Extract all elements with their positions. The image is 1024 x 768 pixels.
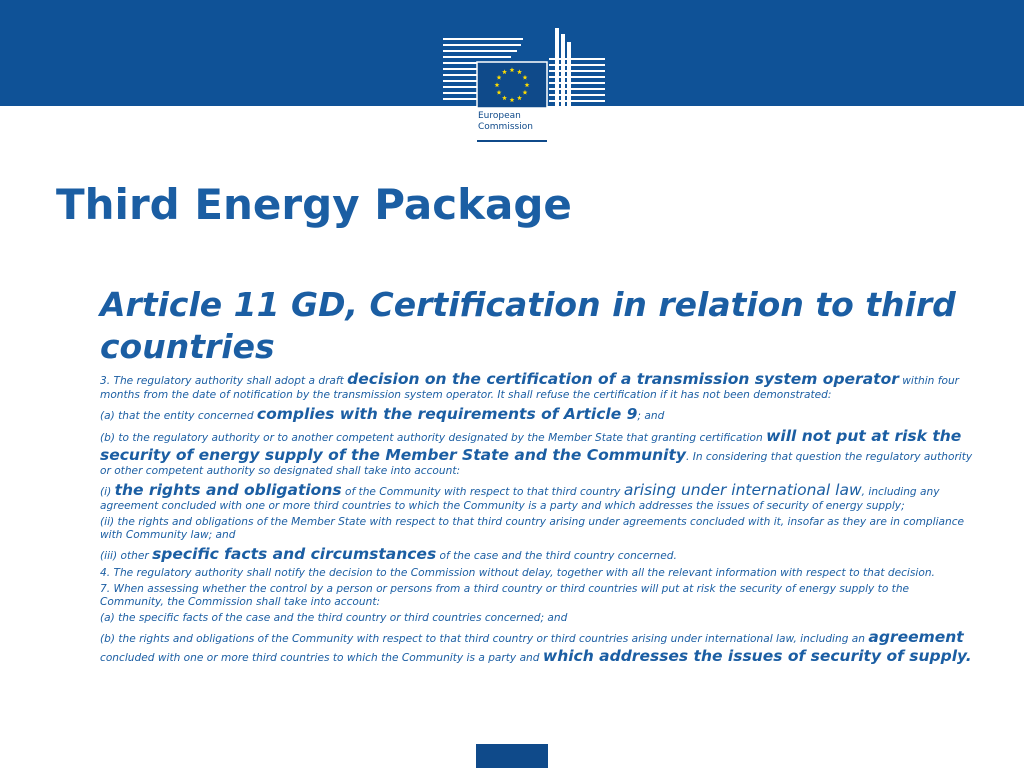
body-text: (i) bbox=[100, 486, 115, 498]
emphasis-text: arising under international law bbox=[623, 481, 862, 499]
body-text: , including any agreement concluded with one or more third countries to which the Community is a party and which addresses the issues of security of energy supply; bbox=[100, 486, 940, 512]
paragraph bbox=[100, 545, 975, 564]
paragraph bbox=[100, 628, 975, 666]
body-text: (a) that the entity concerned bbox=[100, 410, 257, 422]
body-text: (b) the rights and obligations of the Community with respect to that third country or third countries arising under international law, including an bbox=[100, 633, 869, 645]
body-text: of the case and the third country concerned. bbox=[436, 550, 677, 562]
highlight-text: decision on the certification of a transmission system operator bbox=[347, 370, 899, 388]
body-text: 3. The regulatory authority shall adopt a draft bbox=[100, 375, 348, 387]
body-text: (ii) the rights and obligations of the Member State with respect to that third country arising under agreements concluded with it, insofar as they are in compliance with Community law; and bbox=[100, 516, 965, 541]
paragraph bbox=[100, 427, 975, 478]
highlight-text: specific facts and circumstances bbox=[152, 545, 437, 563]
slide-title: Third Energy Package bbox=[56, 180, 572, 229]
highlight-text: agreement bbox=[868, 628, 964, 646]
paragraph bbox=[100, 567, 975, 580]
body-text: . In considering that question the regulatory authority or other competent authority so designated shall take into account: bbox=[100, 451, 973, 477]
paragraph bbox=[100, 481, 975, 513]
body-text: of the Community with respect to that third country bbox=[341, 486, 624, 498]
paragraph bbox=[100, 583, 975, 609]
body-text: concluded with one or more third countries to which the Community is a party and bbox=[100, 652, 543, 664]
highlight-text: will not put at risk the security of energy supply of the Member State and the Community bbox=[100, 427, 962, 464]
logo-label-line1: European bbox=[478, 111, 521, 121]
paragraph bbox=[100, 370, 975, 402]
logo-label-line2: Commission bbox=[478, 122, 533, 132]
body-text: 4. The regulatory authority shall notify the decision to the Commission without delay, together with all the relevant information with respect to that decision. bbox=[100, 567, 935, 579]
slide-subtitle: Article 11 GD, Certification in relation to third countries bbox=[100, 285, 956, 366]
highlight-text: complies with the requirements of Article 9 bbox=[256, 405, 638, 423]
article-text bbox=[100, 370, 975, 669]
bottom-flag-bar bbox=[476, 744, 548, 768]
body-text: (b) to the regulatory authority or to another competent authority designated by the Member State that granting certification bbox=[100, 432, 767, 444]
paragraph bbox=[100, 405, 975, 424]
body-text: (iii) other bbox=[100, 550, 153, 562]
paragraph bbox=[100, 612, 975, 625]
body-text: 7. When assessing whether the control by a person or persons from a third country or third countries will put at risk the security of energy supply to the Community, the Commission shall take into account: bbox=[100, 583, 910, 608]
body-text: within four months from the date of notification by the transmission system operator. It shall refuse the certification if it has not been demonstrated: bbox=[100, 375, 960, 401]
body-text: ; and bbox=[637, 410, 665, 422]
body-text: (a) the specific facts of the case and the third country or third countries concerned; and bbox=[100, 612, 568, 624]
building-right-icon bbox=[549, 28, 605, 108]
highlight-text: which addresses the issues of security of supply. bbox=[542, 647, 972, 665]
logo-label bbox=[478, 111, 548, 133]
paragraph bbox=[100, 516, 975, 542]
highlight-text: the rights and obligations bbox=[114, 481, 342, 499]
